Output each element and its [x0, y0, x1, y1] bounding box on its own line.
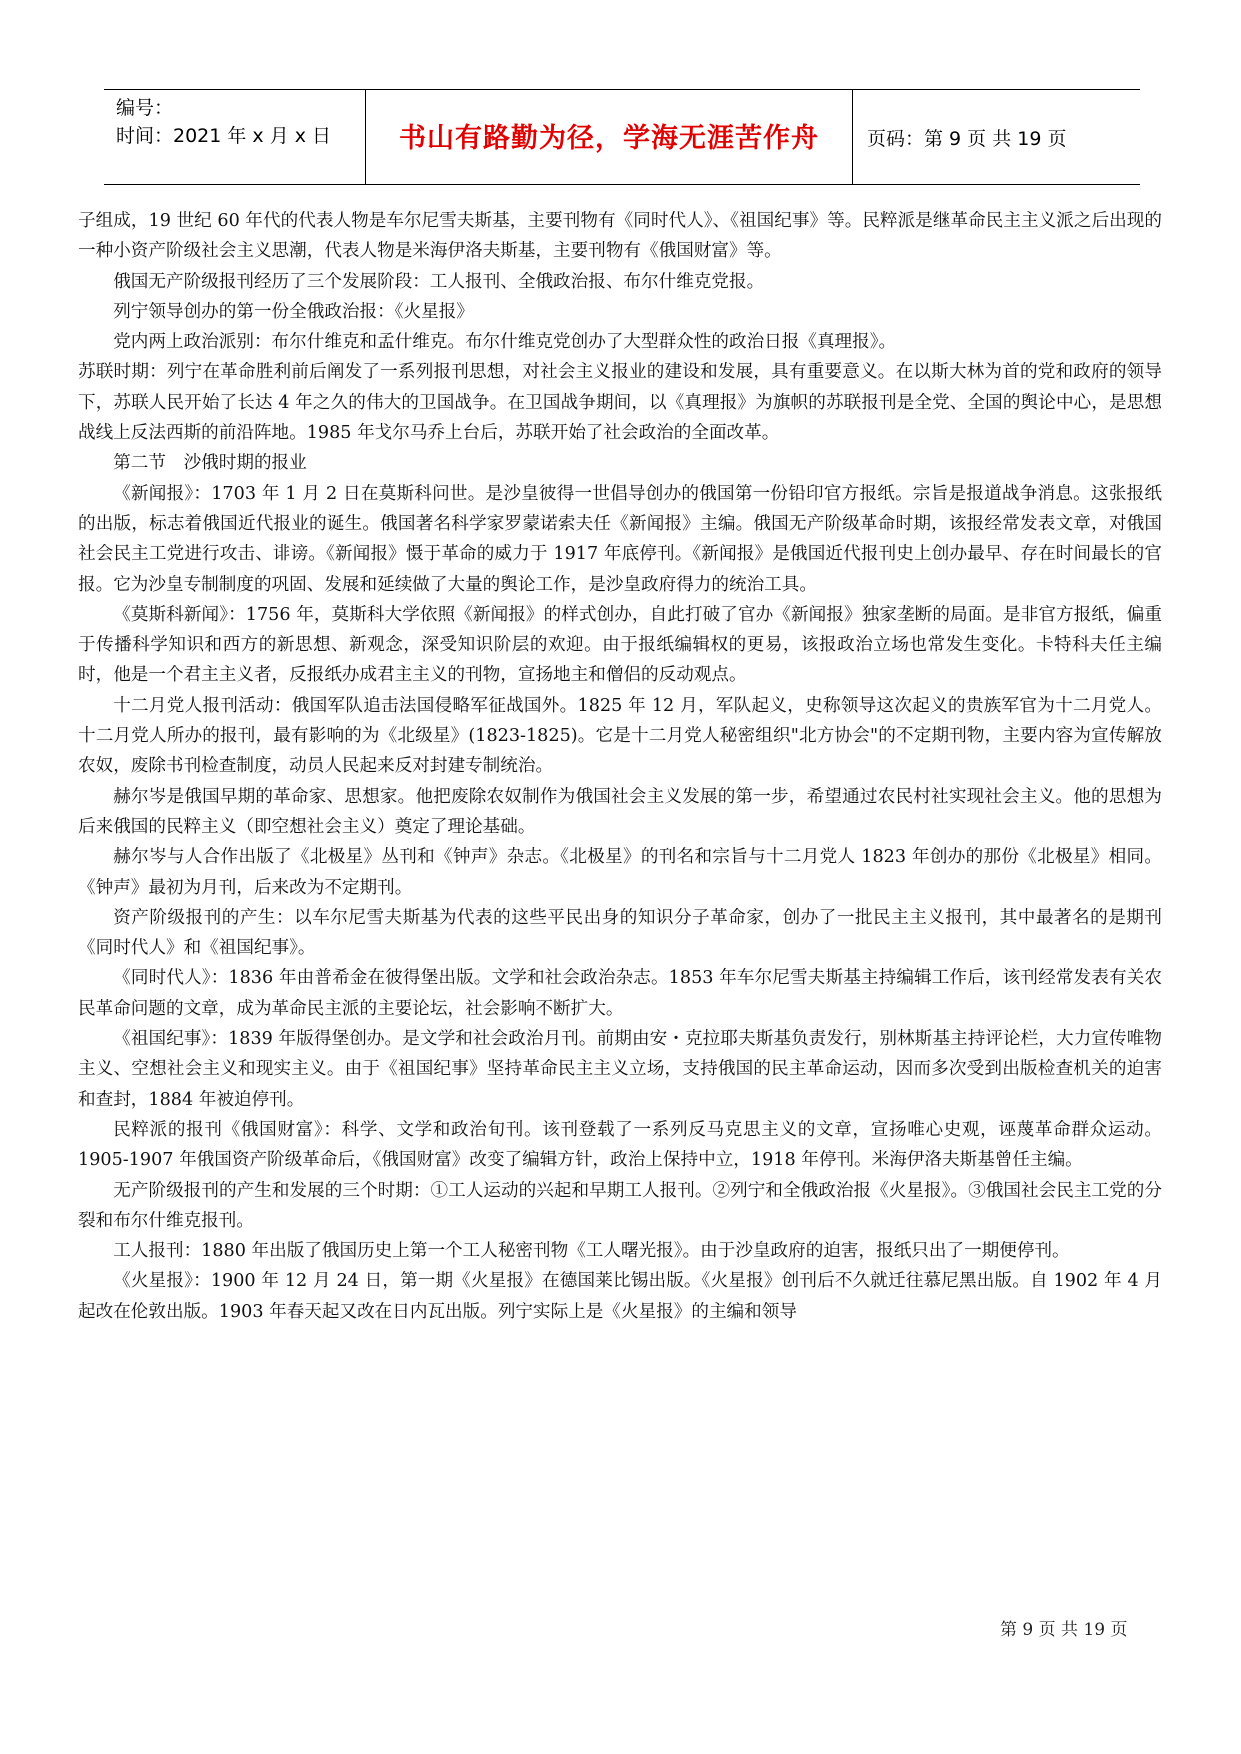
body-paragraph: 俄国无产阶级报刊经历了三个发展阶段：工人报刊、全俄政治报、布尔什维克党报。 [113, 271, 765, 292]
header-center-cell [366, 90, 853, 184]
body-paragraph: 民粹派的报刊《俄国财富》：科学、文学和政治旬刊。该刊登载了一系列反马克思主义的文章，宣扬唯心史观，诬蔑革命群众运动。1905-1907 年俄国资产阶级革命后，《俄国财富》改变了编辑方针，政治上保持中立，1918 年停刊。米海伊洛夫斯基曾任主编。 [78, 1119, 1162, 1171]
body-paragraph: 列宁领导创办的第一份全俄政治报：《火星报》 [113, 301, 474, 322]
body-paragraph: 赫尔岑是俄国早期的革命家、思想家。他把废除农奴制作为俄国社会主义发展的第一步，希望通过农民村社实现社会主义。他的思想为后来俄国的民粹主义（即空想社会主义）奠定了理论基础。 [78, 786, 1162, 837]
body-paragraph: 党内两上政治派别：布尔什维克和孟什维克。布尔什维克党创办了大型群众性的政治日报《真理报》。 [113, 332, 897, 353]
body-paragraph: 《新闻报》：1703 年 1 月 2 日在莫斯科问世。是沙皇彼得一世倡导创办的俄国第一份铅印官方报纸。宗旨是报道战争消息。这张报纸的出版，标志着俄国近代报业的诞生。俄国著名科学家罗蒙诺索夫任《新闻报》主编。俄国无产阶级革命时期，该报经常发表文章，对俄国社会民主工党进行攻击、诽谤。《新闻报》慑于革命的威力于 1917 年底停刊。《新闻报》是俄国近代报刊史上创办最早、存在时间最长的官报。它为沙皇专制制度的巩固、发展和延续做了大量的舆论工作，是沙皇政府得力的统治工具。 [78, 483, 1162, 595]
document-body [78, 206, 1162, 1327]
body-paragraph: 《火星报》：1900 年 12 月 24 日，第一期《火星报》在德国莱比锡出版。《火星报》创刊后不久就迁往慕尼黑出版。自 1902 年 4 月起改在伦敦出版。1903 年春天起又改在日内瓦出版。列宁实际上是《火星报》的主编和领导 [78, 1271, 1162, 1322]
body-paragraph: 赫尔岑与人合作出版了《北极星》丛刊和《钟声》杂志。《北极星》的刊名和宗旨与十二月党人 1823 年创办的那份《北极星》相同。《钟声》最初为月刊，后来改为不定期刊。 [78, 847, 1162, 898]
body-paragraph: 《同时代人》：1836 年由普希金在彼得堡出版。文学和社会政治杂志。1853 年车尔尼雪夫斯基主持编辑工作后，该刊经常发表有关农民革命问题的文章，成为革命民主派的主要论坛，社会影响不断扩大。 [78, 968, 1162, 1019]
page-header [104, 89, 1140, 185]
header-page-label: 页码：第 9 页 共 19 页 [867, 128, 1067, 150]
document-time-label: 时间：2021 年 x 月 x 日 [116, 125, 332, 147]
body-paragraph: 苏联时期：列宁在革命胜利前后阐发了一系列报刊思想，对社会主义报业的建设和发展，具有重要意义。在以斯大林为首的党和政府的领导下，苏联人民开始了长达 4 年之久的伟大的卫国战争。在卫国战争期间，以《真理报》为旗帜的苏联报刊是全党、全国的舆论中心，是思想战线上反法西斯的前沿阵地。1985 年戈尔马乔上台后，苏联开始了社会政治的全面改革。 [78, 362, 1162, 444]
body-paragraph: 无产阶级报刊的产生和发展的三个时期：①工人运动的兴起和早期工人报刊。②列宁和全俄政治报《火星报》。③俄国社会民主工党的分裂和布尔什维克报刊。 [78, 1180, 1162, 1231]
body-paragraph: 子组成，19 世纪 60 年代的代表人物是车尔尼雪夫斯基，主要刊物有《同时代人》、《祖国纪事》等。民粹派是继革命民主主义派之后出现的一种小资产阶级社会主义思潮，代表人物是米海伊洛夫斯基，主要刊物有《俄国财富》等。 [78, 211, 1162, 262]
header-left-cell [104, 90, 366, 184]
header-motto: 书山有路勤为径，学海无涯苦作舟 [399, 123, 819, 154]
header-right-cell [853, 90, 1140, 184]
body-paragraph: 第二节 沙俄时期的报业 [113, 453, 307, 474]
body-paragraph: 十二月党人报刊活动：俄国军队追击法国侵略军征战国外。1825 年 12 月，军队起义，史称领导这次起义的贵族军官为十二月党人。十二月党人所办的报刊，最有影响的为《北级星》(1823-1825)。它是十二月党人秘密组织"北方协会"的不定期刊物，主要内容为宣传解放农奴，废除书刊检查制度，动员人民起来反对封建专制统治。 [78, 695, 1162, 777]
document-number-label: 编号： [116, 97, 174, 119]
body-paragraph: 工人报刊：1880 年出版了俄国历史上第一个工人秘密刊物《工人曙光报》。由于沙皇政府的迫害，报纸只出了一期便停刊。 [113, 1241, 1070, 1262]
body-paragraph: 《祖国纪事》：1839 年版得堡创办。是文学和社会政治月刊。前期由安・克拉耶夫斯基负责发行，别林斯基主持评论栏，大力宣传唯物主义、空想社会主义和现实主义。由于《祖国纪事》坚持革命民主主义立场，支持俄国的民主革命运动，因而多次受到出版检查机关的迫害和查封，1884 年被迫停刊。 [78, 1029, 1162, 1110]
footer-page-number: 第 9 页 共 19 页 [1000, 1620, 1128, 1640]
body-paragraph: 《莫斯科新闻》：1756 年，莫斯科大学依照《新闻报》的样式创办，自此打破了官办《新闻报》独家垄断的局面。是非官方报纸，偏重于传播科学知识和西方的新思想、新观念，深受知识阶层的欢迎。由于报纸编辑权的更易，该报政治立场也常发生变化。卡特科夫任主编时，他是一个君主主义者，反报纸办成君主主义的刊物，宣扬地主和僧侣的反动观点。 [78, 604, 1162, 686]
body-paragraph: 资产阶级报刊的产生：以车尔尼雪夫斯基为代表的这些平民出身的知识分子革命家，创办了一批民主主义报刊，其中最著名的是期刊《同时代人》和《祖国纪事》。 [78, 907, 1162, 959]
